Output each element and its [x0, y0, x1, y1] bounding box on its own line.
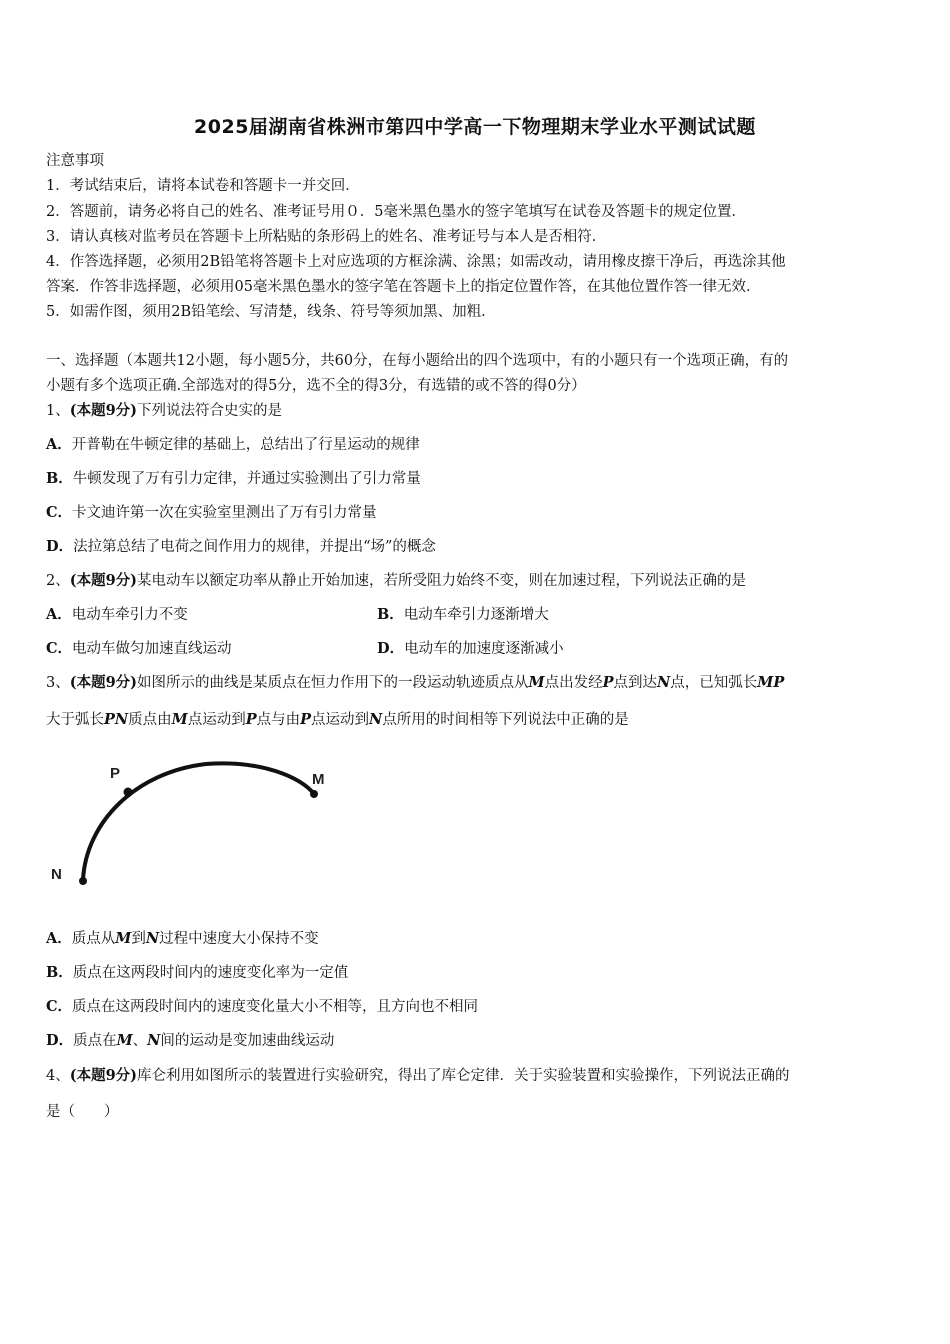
point-m-label: M [312, 771, 325, 788]
page-title: 2025届湖南省株洲市第四中学高一下物理期末学业水平测试试题 [194, 116, 756, 138]
question-1-option-a[interactable] [46, 435, 420, 455]
option-text: 法拉第总结了电荷之间作用力的规律，并提出“场”的概念 [73, 539, 436, 555]
option-text: 到 [131, 931, 146, 947]
option-text: 质点在这两段时间内的速度变化量大小不相等，且方向也不相同 [72, 999, 479, 1015]
stem-text: 大于弧长 [46, 712, 104, 728]
option-text: 、 [132, 1033, 148, 1049]
question-score: (本题9分) [69, 1067, 138, 1084]
option-label: A． [46, 436, 72, 453]
question-3-stem-line1 [46, 673, 784, 693]
question-score: (本题9分) [69, 402, 138, 419]
option-text: 质点在 [73, 1033, 117, 1049]
symbol-p: P [602, 674, 614, 691]
option-label: B． [377, 606, 404, 623]
question-3-option-b[interactable] [46, 963, 348, 983]
question-text: 库仑利用如图所示的装置进行实验研究，得出了库仑定律．关于实验装置和实验操作，下列说法正确的 [137, 1068, 790, 1084]
option-text: 电动车牵引力逐渐增大 [403, 607, 549, 623]
stem-text: 点运动到 [311, 712, 370, 728]
option-label: C． [46, 504, 73, 521]
stem-text: 点出发经 [544, 675, 603, 691]
symbol-m: M [116, 1032, 133, 1049]
question-1-option-b[interactable] [46, 469, 421, 489]
question-score: (本题9分) [69, 674, 138, 691]
question-2-option-b[interactable] [377, 605, 549, 625]
point-n-label: N [51, 866, 62, 883]
option-text: 牛顿发现了万有引力定律，并通过实验测出了引力常量 [72, 471, 421, 487]
option-label: D． [377, 640, 405, 657]
option-label: C． [46, 998, 73, 1015]
question-number: 2、 [46, 573, 70, 589]
option-label: C． [46, 640, 73, 657]
option-label: A． [46, 930, 72, 947]
point-n-dot [79, 877, 87, 885]
question-number: 3、 [46, 675, 70, 691]
trajectory-figure [46, 752, 346, 902]
stem-text: 点，已知弧长 [670, 675, 758, 691]
symbol-m: M [528, 674, 545, 691]
option-label: D． [46, 538, 74, 555]
question-number: 1、 [46, 403, 70, 419]
point-p-label: P [110, 765, 121, 782]
question-2-option-a[interactable] [46, 605, 188, 625]
question-3-option-d[interactable] [46, 1031, 334, 1051]
option-text: 质点从 [71, 931, 116, 947]
question-3-option-a[interactable] [46, 929, 319, 949]
question-text: 下列说法符合史实的是 [137, 403, 283, 419]
option-text: 电动车做匀加速直线运动 [72, 641, 232, 657]
option-text: 电动车牵引力不变 [71, 607, 188, 623]
question-text: 某电动车以额定功率从静止开始加速，若所受阻力始终不变，则在加速过程，下列说法正确的是 [137, 573, 747, 589]
option-text: 卡文迪许第一次在实验室里测出了万有引力常量 [72, 505, 377, 521]
notice-item: 3．请认真核对监考员在答题卡上所粘贴的条形码上的姓名、准考证号与本人是否相符． [46, 229, 607, 245]
symbol-n: N [657, 674, 671, 691]
symbol-n: N [145, 930, 160, 947]
option-label: D． [46, 1032, 74, 1049]
option-text: 过程中速度大小保持不变 [159, 931, 319, 947]
symbol-p: P [245, 711, 257, 728]
stem-text: 点到达 [613, 675, 658, 691]
question-3-option-c[interactable] [46, 997, 478, 1017]
symbol-n: N [147, 1032, 161, 1049]
section-header-line: 一、选择题（本题共12小题，每小题5分，共60分，在每小题给出的四个选项中，有的小题只有一个选项正确，有的 [46, 353, 789, 369]
symbol-pn: PN [104, 711, 129, 728]
option-text: 质点在这两段时间内的速度变化率为一定值 [72, 965, 349, 981]
question-score: (本题9分) [69, 572, 138, 589]
notice-item: 2．答题前，请务必将自己的姓名、准考证号用０．5毫米黑色墨水的签字笔填写在试卷及答题卡的规定位置． [46, 204, 746, 220]
stem-text: 点与由 [256, 712, 301, 728]
notice-item: 答案．作答非选择题，必须用05毫米黑色墨水的签字笔在答题卡上的指定位置作答，在其他位置作答一律无效． [46, 279, 761, 295]
question-number: 4、 [46, 1068, 70, 1084]
question-4-stem-line1 [46, 1066, 790, 1086]
notice-item: 4．作答选择题，必须用2B铅笔将答题卡上对应选项的方框涂满、涂黑；如需改动，请用橡皮擦干净后，再选涂其他 [46, 254, 786, 270]
question-2-option-d[interactable] [377, 639, 564, 659]
question-3-stem-line2 [46, 710, 629, 730]
notice-heading: 注意事项 [46, 153, 104, 169]
question-2-stem [46, 571, 746, 591]
stem-text: 点所用的时间相等下列说法中正确的是 [382, 712, 629, 728]
question-1-stem [46, 401, 282, 421]
notice-item: 1．考试结束后，请将本试卷和答题卡一并交回． [46, 178, 360, 194]
symbol-n: N [369, 711, 383, 728]
option-text: 间的运动是变加速曲线运动 [160, 1033, 335, 1049]
notice-item: 5．如需作图，须用2B铅笔绘、写清楚，线条、符号等须加黑、加粗． [46, 304, 496, 320]
symbol-mp: MP [757, 674, 785, 691]
symbol-m: M [115, 930, 132, 947]
stem-text: 点运动到 [187, 712, 246, 728]
stem-text: 质点由 [128, 712, 172, 728]
symbol-p: P [300, 711, 312, 728]
point-m-dot [310, 790, 318, 798]
question-1-option-d[interactable] [46, 537, 436, 557]
option-text: 电动车的加速度逐渐减小 [404, 641, 564, 657]
option-label: B． [46, 964, 73, 981]
point-p-dot [124, 788, 133, 797]
option-label: B． [46, 470, 73, 487]
question-4-stem-line2: 是（ ） [46, 1104, 119, 1120]
symbol-m: M [171, 711, 188, 728]
question-2-option-c[interactable] [46, 639, 232, 659]
question-1-option-c[interactable] [46, 503, 377, 523]
stem-text: 如图所示的曲线是某质点在恒力作用下的一段运动轨迹质点从 [137, 675, 529, 691]
option-text: 开普勒在牛顿定律的基础上，总结出了行星运动的规律 [71, 437, 420, 453]
option-label: A． [46, 606, 72, 623]
section-header-line: 小题有多个选项正确.全部选对的得5分，选不全的得3分，有选错的或不答的得0分） [46, 378, 586, 394]
